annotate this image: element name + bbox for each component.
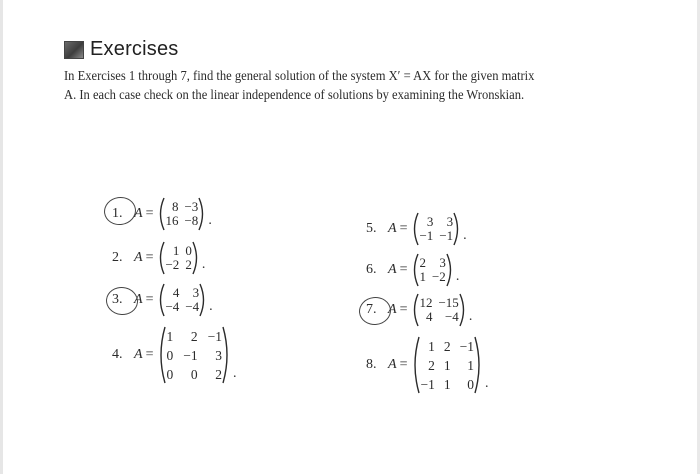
matrix-entry: 0 (166, 347, 174, 363)
matrix-entry: 3 (439, 255, 446, 270)
book-icon (64, 41, 84, 59)
instructions-paragraph (64, 66, 585, 104)
equals-sign: = (145, 250, 154, 265)
matrix-entries (419, 253, 445, 287)
matrix-entry: 2 (190, 328, 198, 344)
matrix-entry: 0 (166, 366, 174, 382)
matrix-entries (419, 212, 453, 246)
period: . (463, 228, 467, 243)
matrix-entry: 1 (419, 269, 426, 284)
matrix-entry: −4 (444, 309, 459, 324)
right-paren (459, 293, 467, 327)
left-paren (411, 336, 420, 394)
left-paren (157, 197, 165, 231)
matrix-entry: −4 (165, 299, 180, 314)
left-paren (411, 253, 419, 287)
exercise-3 (112, 283, 213, 317)
equals-sign: = (145, 206, 154, 221)
matrix-label: A (388, 221, 397, 236)
page-left-edge (0, 0, 3, 474)
exercise-number: 2. (112, 250, 123, 265)
right-paren (222, 326, 231, 384)
matrix-label: A (134, 206, 143, 221)
left-paren (157, 326, 166, 384)
exercise-number: 5. (366, 221, 377, 236)
matrix-entry: 2 (215, 366, 222, 382)
equals-sign: = (145, 347, 154, 362)
section-heading (64, 38, 179, 61)
matrix-entries (420, 336, 474, 394)
left-paren (157, 283, 165, 317)
exercise-number: 7. (366, 302, 377, 317)
period: . (201, 257, 206, 272)
matrix-entry: −15 (438, 295, 459, 310)
exercise-number: 6. (366, 262, 377, 277)
right-paren (446, 253, 454, 287)
matrix-entry: −2 (165, 257, 180, 272)
matrix-entry: 1 (172, 243, 180, 258)
exercise-1 (112, 197, 212, 231)
exercise-5 (366, 212, 467, 246)
matrix-label: A (388, 262, 397, 277)
matrix-entry: −1 (183, 347, 198, 363)
matrix-entry: 1 (467, 357, 474, 373)
heading-title: Exercises (90, 38, 179, 60)
exercise-6 (366, 253, 459, 287)
right-paren (453, 212, 461, 246)
matrix-entry: 1 (428, 338, 435, 354)
matrix (411, 212, 461, 246)
period: . (468, 309, 473, 324)
matrix-entry: −1 (439, 228, 454, 243)
matrix-entry: 3 (426, 214, 434, 229)
matrix-label: A (388, 302, 397, 317)
left-paren (411, 293, 419, 327)
matrix (157, 241, 199, 275)
period: . (232, 366, 237, 381)
matrix-entry: 0 (185, 243, 192, 258)
right-paren (474, 336, 483, 394)
matrix-entry: −2 (431, 269, 446, 284)
matrix-entry: 12 (419, 295, 433, 310)
equals-sign: = (399, 221, 408, 236)
exercise-number: 8. (366, 357, 377, 372)
exercise-number: 1. (112, 206, 123, 221)
matrix-entry: −4 (185, 299, 200, 314)
period: . (484, 376, 489, 391)
matrix-entry: 2 (419, 255, 426, 270)
matrix-entry: −1 (459, 338, 474, 354)
matrix-entry: −1 (419, 228, 434, 243)
matrix-entry: 1 (443, 357, 451, 373)
matrix-label: A (134, 292, 143, 307)
equals-sign: = (145, 292, 154, 307)
matrix (157, 326, 231, 384)
matrix (157, 283, 207, 317)
matrix-entries (165, 241, 191, 275)
exercise-number: 3. (112, 292, 123, 307)
exercise-4 (112, 326, 236, 384)
matrix-entry: 1 (443, 376, 451, 392)
matrix-entry: 8 (171, 199, 179, 214)
matrix-entry: 4 (172, 285, 180, 300)
exercise-number: 4. (112, 347, 123, 362)
matrix-entry: 16 (165, 213, 179, 228)
matrix-entry: −1 (207, 328, 222, 344)
instructions-line-2: A. In each case check on the linear independence of solutions by examining the Wronskian. (64, 87, 525, 102)
matrix-entry: 0 (467, 376, 474, 392)
equals-sign: = (399, 357, 408, 372)
matrix-label: A (134, 250, 143, 265)
right-paren (198, 197, 206, 231)
matrix (411, 293, 466, 327)
left-paren (411, 212, 419, 246)
matrix-label: A (134, 347, 143, 362)
exercise-7 (366, 293, 472, 327)
matrix (157, 197, 206, 231)
matrix-entry: 3 (215, 347, 222, 363)
period: . (455, 269, 460, 284)
right-paren (192, 241, 200, 275)
right-paren (199, 283, 207, 317)
matrix-entry: −1 (420, 376, 435, 392)
matrix-entries (165, 197, 198, 231)
matrix-entry: 2 (443, 338, 451, 354)
matrix-entry: 1 (166, 328, 174, 344)
exercise-2 (112, 241, 205, 275)
matrix-entry: 3 (192, 285, 200, 300)
exercise-8 (366, 336, 488, 394)
matrix-entries (166, 326, 222, 384)
period: . (209, 299, 213, 314)
matrix-entry: −8 (184, 213, 199, 228)
equals-sign: = (399, 262, 408, 277)
matrix (411, 336, 483, 394)
matrix (411, 253, 453, 287)
matrix-entry: 2 (185, 257, 192, 272)
matrix-label: A (388, 357, 397, 372)
left-paren (157, 241, 165, 275)
period: . (208, 213, 212, 228)
matrix-entry: 2 (428, 357, 435, 373)
matrix-entry: 4 (425, 309, 433, 324)
equals-sign: = (399, 302, 408, 317)
matrix-entry: −3 (184, 199, 199, 214)
matrix-entries (165, 283, 199, 317)
matrix-entry: 3 (446, 214, 454, 229)
matrix-entry: 0 (190, 366, 198, 382)
matrix-entries (419, 293, 458, 327)
instructions-line-1: In Exercises 1 through 7, find the general solution of the system X′ = AX for the given matrix (64, 68, 535, 83)
